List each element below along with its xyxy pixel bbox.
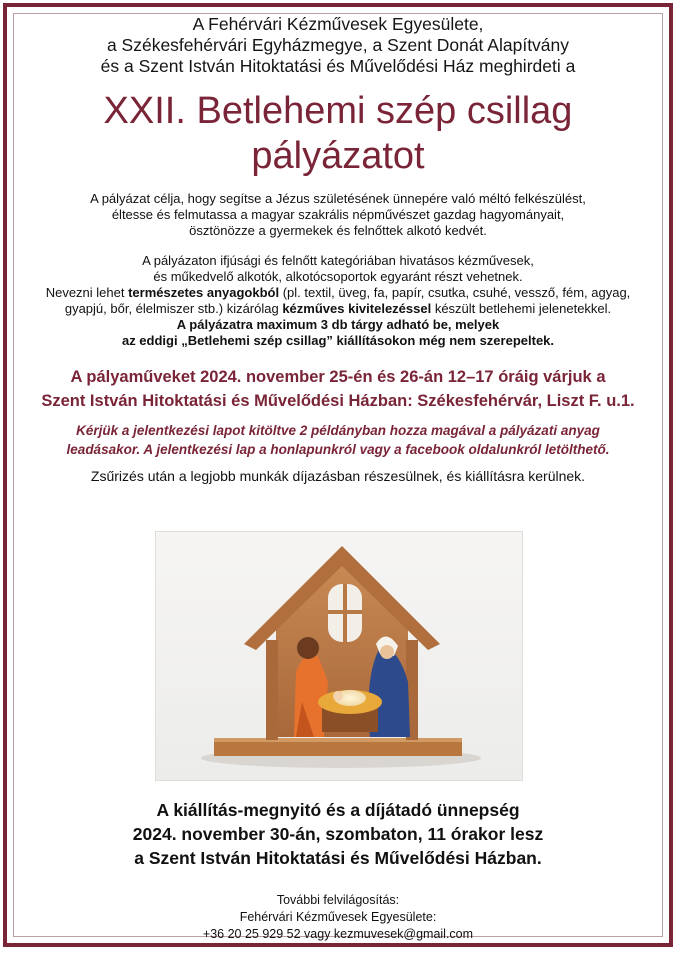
nativity-photo — [156, 532, 522, 780]
rules-text: készült betlehemi jelenetekkel. — [431, 301, 612, 316]
deadline — [14, 365, 662, 413]
title-line: XXII. Betlehemi szép csillag — [103, 90, 573, 132]
opening-ceremony — [14, 798, 662, 870]
organizer-line: és a Szent István Hitoktatási és Művelődési Ház meghirdeti a — [100, 56, 576, 76]
deadline-line: Szent István Hitoktatási és Művelődési Házban: Székesfehérvár, Liszt F. u.1. — [41, 392, 635, 410]
intro-line: ösztönözze a gyermekek és felnőttek alkotó kedvét. — [189, 223, 487, 238]
rules-emphasis: kézműves kivitelezéssel — [282, 301, 432, 316]
rules-line — [14, 333, 662, 349]
rules-line: és műkedvelő alkotók, alkotócsoportok egyaránt részt vehetnek. — [153, 269, 523, 284]
application-note — [14, 421, 662, 459]
poster-content — [14, 14, 662, 485]
jury-text: Zsűrizés után a legjobb munkák díjazásban részesülnek, és kiállításra kerülnek. — [90, 468, 586, 484]
organizers — [14, 14, 662, 77]
opening-line: 2024. november 30-án, szombaton, 11 órakor lesz — [132, 824, 544, 844]
intro-line: A pályázat célja, hogy segítse a Jézus születésének ünnepére való méltó felkészülést, — [90, 191, 586, 206]
contact-line: További felvilágosítás: — [276, 893, 400, 907]
rules-line — [14, 301, 662, 317]
opening-line: A kiállítás-megnyitó és a díjátadó ünnepség — [156, 800, 520, 820]
note-line: Kérjük a jelentkezési lapot kitöltve 2 példányban hozza magával a pályázati anyag — [76, 423, 600, 438]
rules-text: (pl. textil, üveg, fa, papír, csutka, csuhé, vessző, fém, agyag, — [279, 285, 631, 300]
rules-line — [14, 317, 662, 333]
note-line: leadásakor. A jelentkezési lap a honlapunkról vagy a facebook oldalunkról letölthető. — [66, 442, 610, 457]
rules-paragraph — [14, 253, 662, 349]
rules-emphasis: természetes anyagokból — [128, 285, 280, 300]
rules-line: A pályázaton ifjúsági és felnőtt kategóriában hivatásos kézművesek, — [142, 253, 534, 268]
rules-text: Nevezni lehet — [45, 285, 129, 300]
nativity-scene-illustration — [156, 532, 522, 780]
opening-line: a Szent István Hitoktatási és Művelődési Házban. — [134, 848, 542, 868]
organizer-line: A Fehérvári Kézművesek Egyesülete, — [192, 14, 484, 34]
organizer-line: a Székesfehérvári Egyházmegye, a Szent Donát Alapítvány — [106, 35, 570, 55]
rules-text: gyapjú, bőr, élelmiszer stb.) kizárólag — [64, 301, 283, 316]
contact-line: +36 20 25 929 52 vagy kezmuvesek@gmail.com — [202, 927, 474, 941]
title-line: pályázatot — [251, 135, 425, 177]
rules-limit-2: az eddigi „Betlehemi szép csillag” kiállításokon még nem szerepeltek. — [121, 333, 555, 348]
rules-limit: A pályázatra maximum 3 db tárgy adható be, melyek — [176, 317, 500, 332]
page-title — [14, 89, 662, 179]
contact-line: Fehérvári Kézművesek Egyesülete: — [239, 910, 437, 924]
intro-line: éltesse és felmutassa a magyar szakrális népművészet gazdag hagyományait, — [111, 207, 565, 222]
contact-info — [14, 892, 662, 943]
rules-line — [14, 285, 662, 301]
intro-paragraph — [14, 191, 662, 239]
deadline-line: A pályaműveket 2024. november 25-én és 26-án 12–17 óráig várjuk a — [70, 368, 606, 386]
